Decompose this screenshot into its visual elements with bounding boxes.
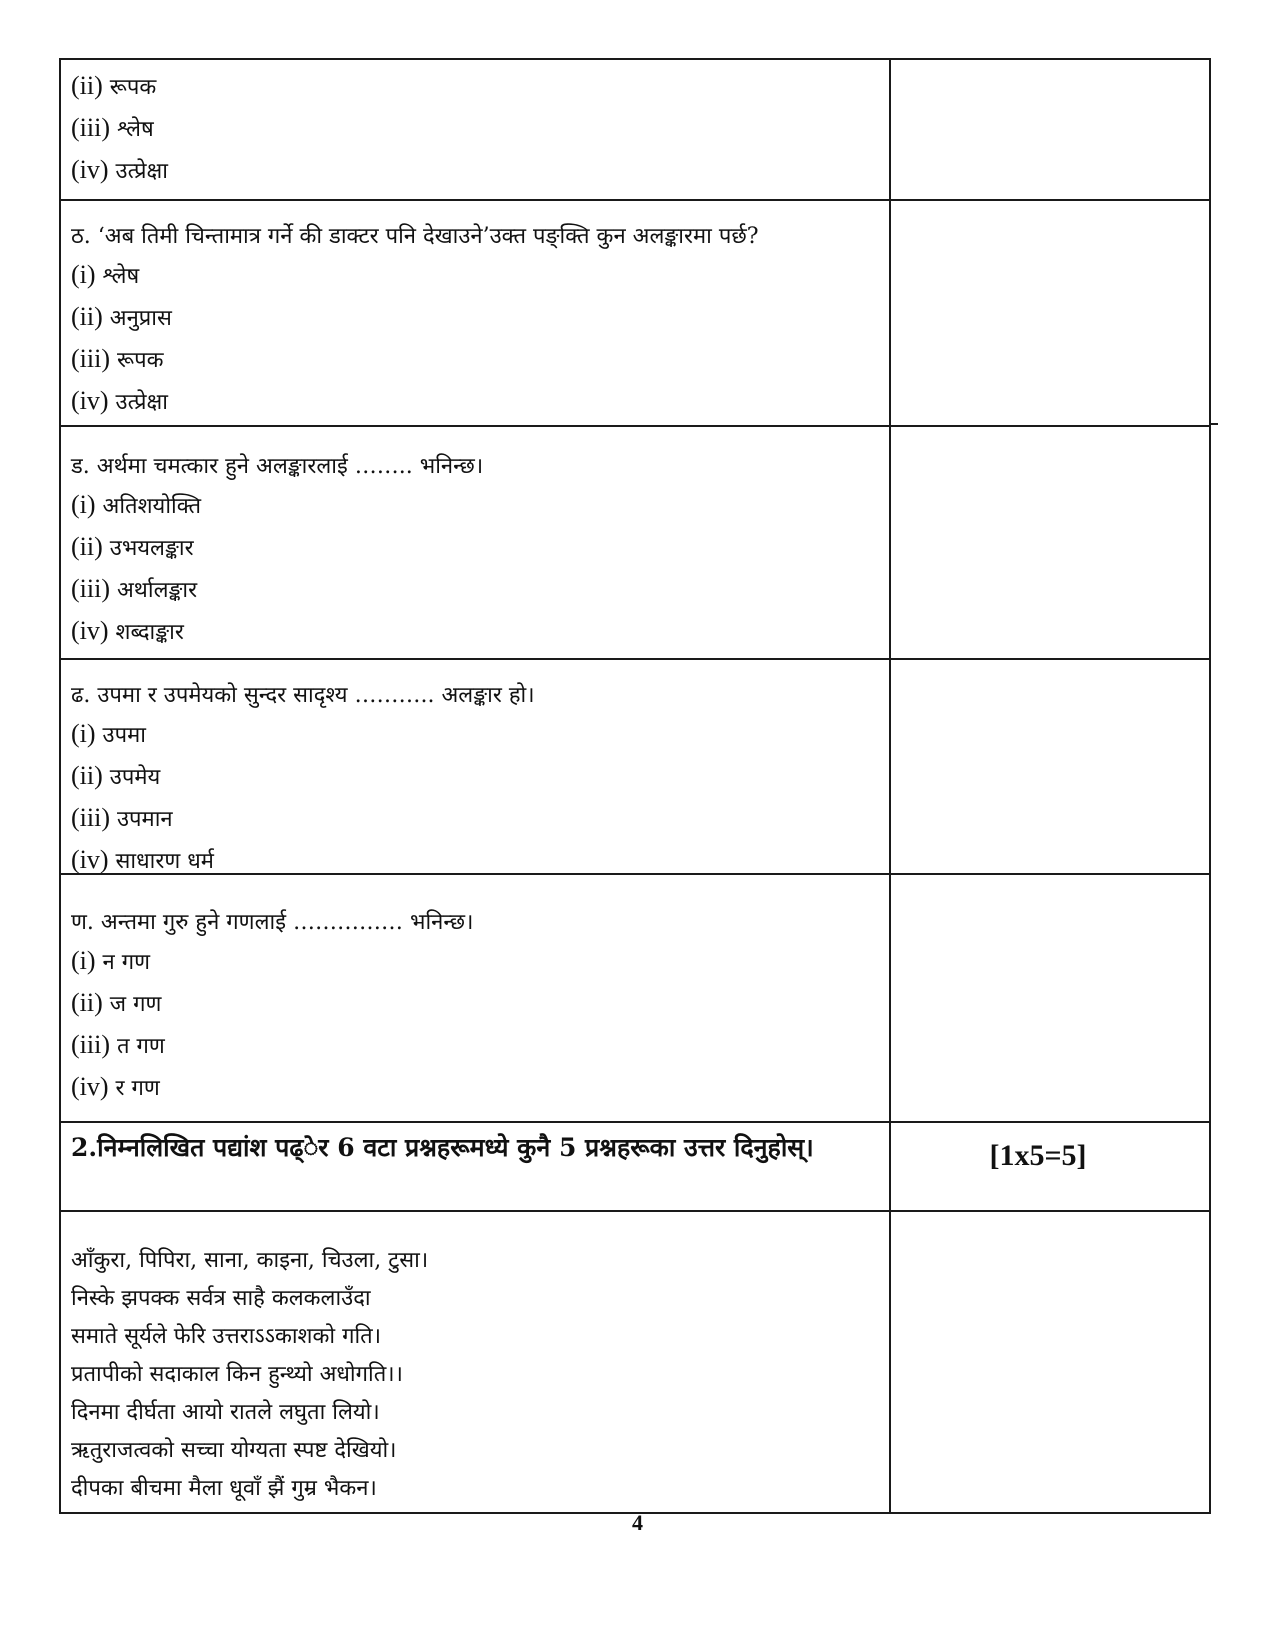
option-text: रूपक — [117, 348, 164, 373]
option-line — [71, 798, 879, 840]
question-text: ण. अन्तमा गुरु हुने गणलाई …………… भनिन्छ। — [71, 910, 474, 935]
option-number: (iii) — [71, 803, 110, 832]
option-line — [71, 756, 879, 798]
option-line — [71, 108, 879, 150]
option-number: (ii) — [71, 71, 103, 100]
question-row — [61, 875, 1209, 1123]
option-line — [71, 941, 879, 983]
option-text: साधारण धर्म — [115, 849, 214, 874]
question-cell — [61, 427, 891, 658]
option-number: (i) — [71, 260, 96, 289]
marks-cell — [891, 875, 1209, 1121]
option-line — [71, 569, 879, 611]
option-line — [71, 611, 879, 653]
option-text: उपमेय — [109, 765, 161, 790]
option-number: (iii) — [71, 1030, 110, 1059]
marks-cell — [891, 1212, 1209, 1512]
option-line — [71, 150, 879, 192]
option-number: (iii) — [71, 574, 110, 603]
poem-line: दीपका बीचमा मैला धूवाँ झैं गुम्र भैकन। — [71, 1476, 377, 1501]
option-number: (iii) — [71, 344, 110, 373]
option-number: (ii) — [71, 302, 103, 331]
option-text: शब्दाङ्कार — [115, 620, 184, 645]
option-line — [71, 1067, 879, 1109]
page-number: 4 — [632, 1510, 643, 1535]
option-line — [71, 66, 879, 108]
poem-line: निस्के झपक्क सर्वत्र साहै कलकलाउँदा — [71, 1286, 371, 1311]
option-line — [71, 1025, 879, 1067]
option-number: (ii) — [71, 988, 103, 1017]
option-line — [71, 297, 879, 339]
option-text: अनुप्रास — [109, 306, 172, 331]
poem-line: आँकुरा, पिपिरा, साना, काइना, चिउला, टुसा। — [71, 1248, 429, 1273]
option-text: उपमान — [117, 807, 173, 832]
option-text: अतिशयोक्ति — [102, 494, 202, 519]
poem-line: समाते सूर्यले फेरि उत्तराऽऽकाशको गति। — [71, 1324, 382, 1349]
option-line — [71, 339, 879, 381]
section-heading-row — [61, 1123, 1209, 1212]
option-text: अर्थालङ्कार — [117, 578, 198, 603]
question-cell — [61, 1123, 891, 1210]
option-line — [71, 381, 879, 423]
option-number: (ii) — [71, 532, 103, 561]
question-cell — [61, 60, 891, 199]
section-heading: 2.निम्नलिखित पद्यांश पढ्ेर 6 वटा प्रश्नहरूमध्ये कुनै 5 प्रश्नहरूका उत्तर दिनुहोस्। — [71, 1133, 814, 1162]
option-number: (i) — [71, 719, 96, 748]
option-text: न गण — [102, 950, 151, 975]
option-line — [71, 527, 879, 569]
option-number: (iv) — [71, 386, 109, 415]
marks-label: [1x5=5] — [989, 1139, 1087, 1172]
poem-line: दिनमा दीर्घता आयो रातले लघुता लियो। — [71, 1400, 380, 1425]
option-line — [71, 485, 879, 527]
question-row — [61, 201, 1209, 427]
question-row — [61, 660, 1209, 875]
option-line — [71, 255, 879, 297]
question-text: ढ. उपमा र उपमेयको सुन्दर सादृश्य ……….. अलङ्कार हो। — [71, 683, 535, 708]
option-text: उभयलङ्कार — [109, 536, 194, 561]
option-text: र गण — [115, 1076, 160, 1101]
question-table — [59, 58, 1211, 1514]
question-text: ठ. ‘अब तिमी चिन्तामात्र गर्ने की डाक्टर पनि देखाउने’उक्त पङ्क्ति कुन अलङ्कारमा पर्छ? — [71, 224, 759, 249]
option-number: (iv) — [71, 845, 109, 874]
marks-cell — [891, 660, 1209, 873]
poem-cell — [61, 1212, 891, 1512]
option-text: ज गण — [109, 992, 162, 1017]
option-number: (iv) — [71, 1072, 109, 1101]
marks-cell — [891, 60, 1209, 199]
option-number: (i) — [71, 946, 96, 975]
marks-cell — [891, 1123, 1209, 1210]
poem-line: ऋतुराजत्वको सच्चा योग्यता स्पष्ट देखियो। — [71, 1438, 397, 1463]
option-text: उत्प्रेक्षा — [115, 390, 168, 415]
option-text: रूपक — [109, 75, 157, 100]
option-text: उपमा — [102, 723, 146, 748]
option-line — [71, 983, 879, 1025]
option-line — [71, 714, 879, 756]
option-text: उत्प्रेक्षा — [115, 159, 168, 184]
option-text: त गण — [117, 1034, 165, 1059]
marks-cell — [891, 201, 1209, 425]
option-number: (ii) — [71, 761, 103, 790]
option-text: श्लेष — [117, 117, 154, 142]
option-number: (i) — [71, 490, 96, 519]
poem-line: प्रतापीको सदाकाल किन हुन्थ्यो अधोगति।। — [71, 1362, 403, 1387]
option-number: (iv) — [71, 155, 109, 184]
table-border-overhang — [1210, 423, 1218, 425]
question-cell — [61, 660, 891, 873]
option-text: श्लेष — [102, 264, 140, 289]
question-row — [61, 427, 1209, 660]
poem-row — [61, 1212, 1209, 1512]
question-cell — [61, 875, 891, 1121]
question-cell — [61, 201, 891, 425]
option-number: (iii) — [71, 113, 110, 142]
question-row — [61, 60, 1209, 201]
question-text: ड. अर्थमा चमत्कार हुने अलङ्कारलाई …….. भनिन्छ। — [71, 454, 484, 479]
option-number: (iv) — [71, 616, 109, 645]
marks-cell — [891, 427, 1209, 658]
